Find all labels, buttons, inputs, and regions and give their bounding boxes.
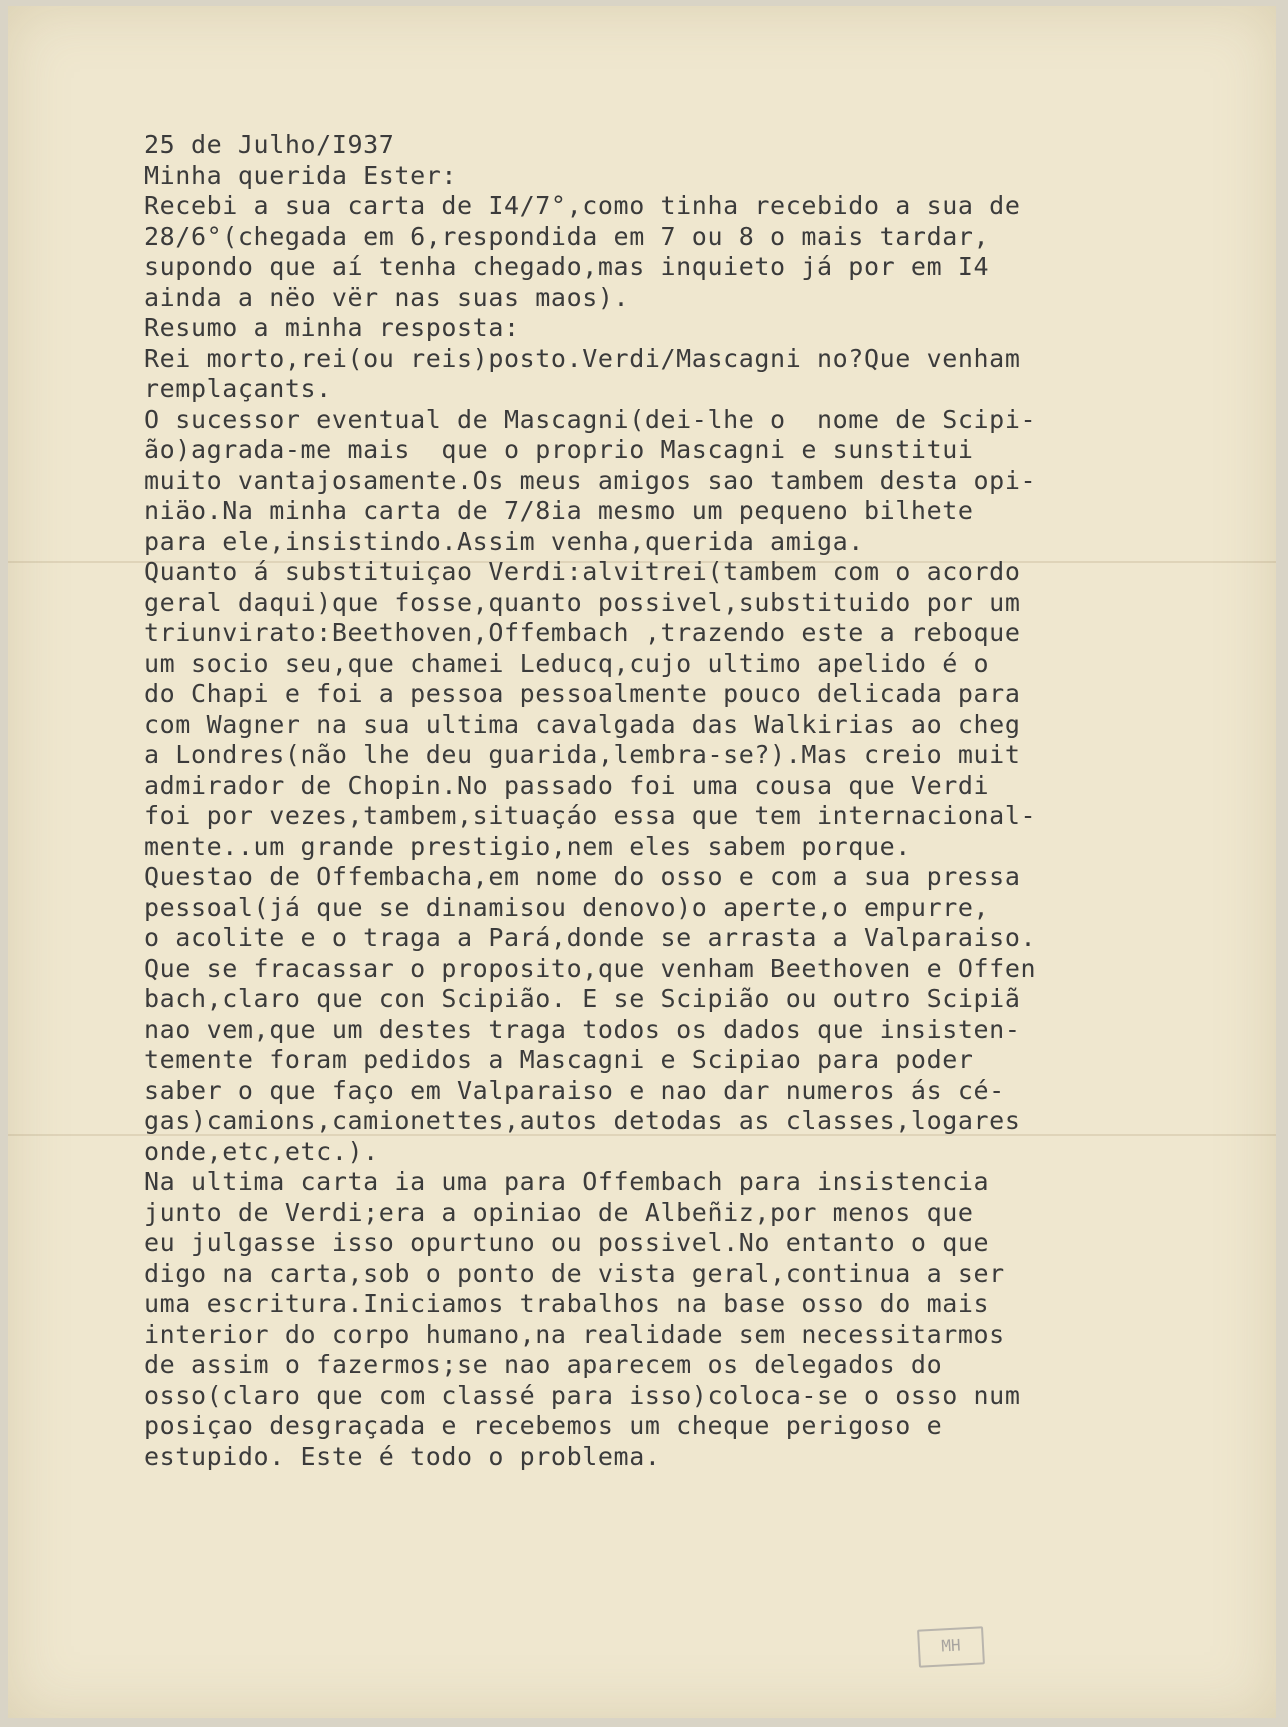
letter-line: Resumo a minha resposta: bbox=[144, 313, 520, 342]
letter-line: posiçao desgraçada e recebemos um cheque perigoso e bbox=[144, 1411, 943, 1440]
letter-line: gas)camions,camionettes,autos detodas as classes,logares bbox=[144, 1106, 1021, 1135]
letter-line: bach,claro que con Scipião. E se Scipião ou outro Scipiã bbox=[144, 984, 1021, 1013]
letter-line: para ele,insistindo.Assim venha,querida amiga. bbox=[144, 526, 864, 556]
letter-line: ainda a nëo vër nas suas maos). bbox=[144, 282, 630, 312]
letter-line: 28/6°(chegada em 6,respondida em 7 ou 8 o mais tardar, bbox=[144, 221, 990, 251]
letter-line: junto de Verdi;era a opiniao de Albeñiz,por menos que bbox=[144, 1197, 974, 1227]
letter-line: Rei morto,rei(ou reis)posto.Verdi/Mascagni no?Que venham bbox=[144, 343, 1021, 373]
letter-line: Questao de Offembacha,em nome do osso e com a sua pressa bbox=[144, 862, 1021, 891]
archive-stamp-text: MH bbox=[940, 1635, 962, 1656]
letter-line: do Chapi e foi a pessoa pessoalmente pouco delicada para bbox=[144, 679, 1021, 708]
letter-line: Quanto á substituiçao Verdi:alvitrei(tambem com o acordo bbox=[144, 557, 1021, 586]
archive-stamp bbox=[917, 1626, 985, 1667]
letter-line: foi por vezes,tambem,situaçáo essa que tem internacional- bbox=[144, 801, 1037, 830]
letter-closing-line: estupido. Este é todo o problema. bbox=[144, 1441, 661, 1471]
letter-line: digo na carta,sob o ponto de vista geral,continua a ser bbox=[144, 1258, 1005, 1288]
letter-line: supondo que aí tenha chegado,mas inquieto já por em I4 bbox=[144, 252, 990, 281]
letter-line: Que se fracassar o proposito,que venham Beethoven e Offen bbox=[144, 953, 1037, 983]
letter-line: admirador de Chopin.No passado foi uma cousa que Verdi bbox=[144, 770, 990, 800]
letter-line: geral daqui)que fosse,quanto possivel,substituido por um bbox=[144, 587, 1021, 617]
letter-body bbox=[144, 130, 1264, 1472]
letter-line: onde,etc,etc.). bbox=[144, 1136, 379, 1166]
letter-line: de assim o fazermos;se nao aparecem os delegados do bbox=[144, 1350, 943, 1379]
letter-line: nao vem,que um destes traga todos os dados que insisten- bbox=[144, 1014, 1021, 1044]
letter-line: a Londres(não lhe deu guarida,lembra-se?).Mas creio muit bbox=[144, 740, 1021, 769]
letter-line: O sucessor eventual de Mascagni(dei-lhe o nome de Scipi- bbox=[144, 404, 1037, 434]
letter-line: niäo.Na minha carta de 7/8ia mesmo um pequeno bilhete bbox=[144, 496, 974, 525]
letter-line: osso(claro que com classé para isso)coloca-se o osso num bbox=[144, 1380, 1021, 1410]
letter-date: 25 de Julho/I937 bbox=[144, 130, 395, 159]
letter-line: saber o que faço em Valparaiso e nao dar numeros ás cé- bbox=[144, 1075, 1005, 1105]
letter-line: Na ultima carta ia uma para Offembach para insistencia bbox=[144, 1167, 990, 1196]
letter-line: temente foram pedidos a Mascagni e Scipiao para poder bbox=[144, 1045, 974, 1074]
letter-line: remplaçants. bbox=[144, 374, 332, 403]
letter-line: pessoal(já que se dinamisou denovo)o aperte,o empurre, bbox=[144, 892, 990, 922]
letter-line: com Wagner na sua ultima cavalgada das Walkirias ao cheg bbox=[144, 709, 1021, 739]
letter-line: triunvirato:Beethoven,Offembach ,trazendo este a reboque bbox=[144, 618, 1021, 647]
letter-line: mente..um grande prestigio,nem eles sabem porque. bbox=[144, 831, 911, 861]
letter-line: ão)agrada-me mais que o proprio Mascagni e sunstitui bbox=[144, 435, 974, 464]
letter-line: interior do corpo humano,na realidade sem necessitarmos bbox=[144, 1319, 1005, 1349]
letter-sheet bbox=[8, 6, 1276, 1718]
letter-line: eu julgasse isso opurtuno ou possivel.No entanto o que bbox=[144, 1228, 990, 1257]
letter-line: o acolite e o traga a Pará,donde se arrasta a Valparaiso. bbox=[144, 923, 1037, 952]
letter-line: Recebi a sua carta de I4/7°,como tinha recebido a sua de bbox=[144, 191, 1021, 220]
letter-line: um socio seu,que chamei Leducq,cujo ultimo apelido é o bbox=[144, 648, 990, 678]
letter-line: uma escritura.Iniciamos trabalhos na base osso do mais bbox=[144, 1289, 990, 1318]
letter-salutation: Minha querida Ester: bbox=[144, 160, 458, 190]
letter-line: muito vantajosamente.Os meus amigos sao tambem desta opi- bbox=[144, 465, 1037, 495]
